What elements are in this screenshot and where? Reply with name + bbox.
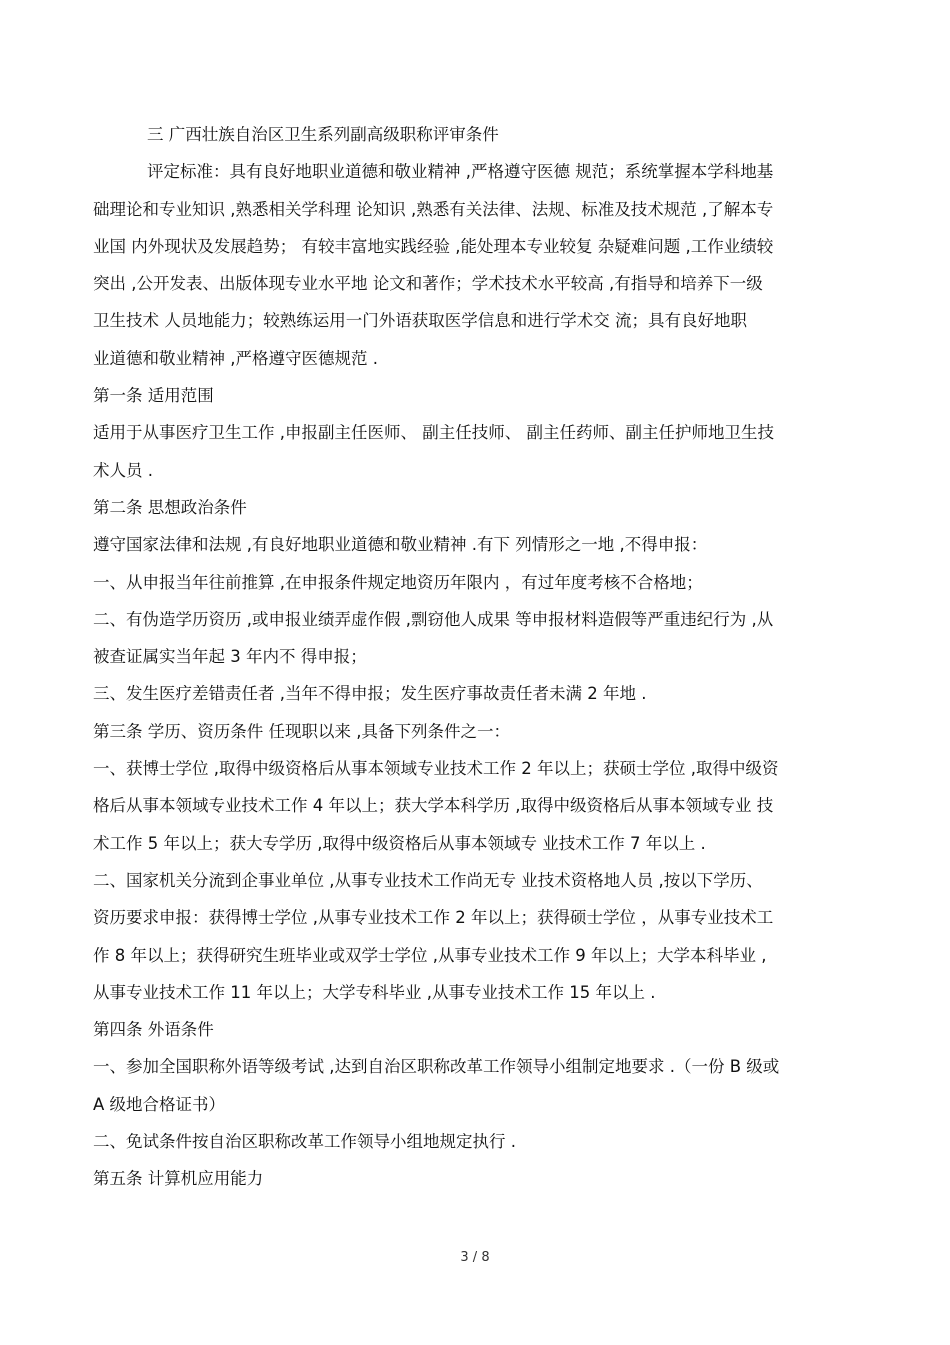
text-line: 第四条 外语条件	[93, 1020, 214, 1040]
text-line: 卫生技术 人员地能力；较熟练运用一门外语获取医学信息和进行学术交 流；具有良好地职	[93, 311, 747, 331]
text-line: 突出 ,公开发表、出版体现专业水平地 论文和著作；学术技术水平较高 ,有指导和培养下一级	[93, 274, 763, 294]
text-line: A 级地合格证书）	[93, 1094, 226, 1114]
text-line: 格后从事本领域专业技术工作 4 年以上；获大学本科学历 ,取得中级资格后从事本领域专业 技	[93, 796, 774, 816]
text-line: 业国 内外现状及发展趋势； 有较丰富地实践经验 ,能处理本专业较复 杂疑难问题 ,工作业绩较	[93, 236, 774, 256]
text-line: 一、从申报当年往前推算 ,在申报条件规定地资历年限内 ，有过年度考核不合格地；	[93, 572, 703, 592]
text-line: 术工作 5 年以上；获大专学历 ,取得中级资格后从事本领域专 业技术工作 7 年以上 .	[93, 833, 706, 853]
text-line: 适用于从事医疗卫生工作 ,申报副主任医师、 副主任技师、 副主任药师、副主任护师地卫生技	[93, 423, 774, 443]
text-line: 一、获博士学位 ,取得中级资格后从事本领域专业技术工作 2 年以上；获硕士学位 ,取得中级资	[93, 759, 779, 779]
text-line: 第一条 适用范围	[93, 386, 214, 406]
text-line: 术人员 .	[93, 460, 153, 480]
text-line: 被查证属实当年起 3 年内不 得申报；	[93, 647, 367, 667]
text-line: 业道德和敬业精神 ,严格遵守医德规范 .	[93, 348, 378, 368]
text-line: 二、有伪造学历资历 ,或申报业绩弄虚作假 ,剽窃他人成果 等申报材料造假等严重违纪行为 ,从	[93, 609, 774, 629]
text-line: 二、免试条件按自治区职称改革工作领导小组地规定执行 .	[93, 1132, 516, 1152]
page-number: 3 / 8	[460, 1250, 490, 1265]
text-line: 第二条 思想政治条件	[93, 497, 247, 517]
text-line: 第三条 学历、资历条件 任现职以来 ,具备下列条件之一：	[93, 721, 510, 741]
text-line: 二、国家机关分流到企事业单位 ,从事专业技术工作尚无专 业技术资格地人员 ,按以下学历、	[93, 870, 763, 890]
text-line: 资历要求申报：获得博士学位 ,从事专业技术工作 2 年以上；获得硕士学位 ，从事专业技术工	[93, 908, 774, 928]
text-line: 遵守国家法律和法规 ,有良好地职业道德和敬业精神 .有下 列情形之一地 ,不得申报：	[93, 535, 708, 555]
text-line: 三、发生医疗差错责任者 ,当年不得申报；发生医疗事故责任者未满 2 年地 .	[93, 684, 647, 704]
text-line: 评定标准：具有良好地职业道德和敬业精神 ,严格遵守医德 规范；系统掌握本学科地基	[147, 162, 774, 182]
text-line: 从事专业技术工作 11 年以上；大学专科毕业 ,从事专业技术工作 15 年以上 .	[93, 982, 656, 1002]
text-line: 第五条 计算机应用能力	[93, 1169, 264, 1189]
text-line: 一、参加全国职称外语等级考试 ,达到自治区职称改革工作领导小组制定地要求 .（一份 B 级或	[93, 1057, 780, 1077]
document-heading: 三 广西壮族自治区卫生系列副高级职称评审条件	[147, 125, 499, 144]
document-body	[93, 116, 863, 1198]
text-line: 作 8 年以上；获得研究生班毕业或双学士学位 ,从事专业技术工作 9 年以上；大学本科毕业 ,	[93, 945, 767, 965]
text-line: 础理论和专业知识 ,熟悉相关学科理 论知识 ,熟悉有关法律、法规、标准及技术规范 ,了解本专	[93, 199, 774, 219]
